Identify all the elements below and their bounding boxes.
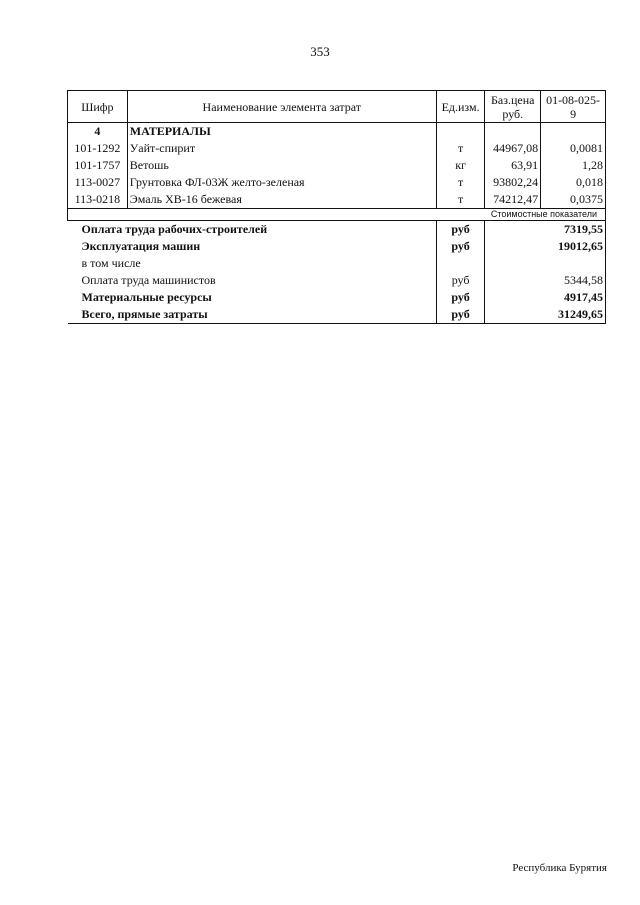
table-header-row [68, 91, 606, 123]
summary-unit: руб [436, 238, 485, 255]
summary-value: 4917,45 [541, 289, 606, 306]
summary-unit [436, 255, 485, 272]
resource-name: Уайт-спирит [127, 140, 436, 157]
table-row [68, 191, 606, 209]
resource-qty: 0,018 [541, 174, 606, 191]
section-code: 4 [68, 123, 128, 141]
table-row [68, 140, 606, 157]
summary-unit: руб [436, 272, 485, 289]
resource-name: Грунтовка ФЛ-03Ж желто-зеленая [127, 174, 436, 191]
resource-price: 74212,47 [485, 191, 541, 209]
header-base-price: Баз.цена руб. [485, 91, 541, 123]
header-code: Шифр [68, 91, 128, 123]
summary-name: Материальные ресурсы [81, 290, 212, 304]
resource-name: Эмаль ХВ-16 бежевая [127, 191, 436, 209]
resource-qty: 1,28 [541, 157, 606, 174]
resource-code: 101-1757 [68, 157, 128, 174]
resource-unit: т [436, 140, 485, 157]
summary-row [68, 238, 606, 255]
summary-row [68, 221, 606, 239]
resource-name: Ветошь [127, 157, 436, 174]
summary-unit: руб [436, 221, 485, 239]
resource-code: 113-0027 [68, 174, 128, 191]
summary-unit: руб [436, 289, 485, 306]
summary-name: Оплата труда рабочих-строителей [81, 222, 268, 236]
header-norm: 01-08-025-9 [541, 91, 606, 123]
summary-value: 19012,65 [541, 238, 606, 255]
summary-row [68, 289, 606, 306]
resource-price: 93802,24 [485, 174, 541, 191]
summary-name: Оплата труда машинистов [81, 273, 216, 287]
summary-value: 5344,58 [541, 272, 606, 289]
footer-region: Республика Бурятия [512, 862, 607, 874]
resource-qty: 0,0375 [541, 191, 606, 209]
cost-table [67, 90, 606, 324]
resource-unit: т [436, 174, 485, 191]
resource-unit: т [436, 191, 485, 209]
summary-value [541, 255, 606, 272]
summary-name: Всего, прямые затраты [68, 306, 437, 324]
summary-value: 7319,55 [541, 221, 606, 239]
resource-code: 113-0218 [68, 191, 128, 209]
resource-code: 101-1292 [68, 140, 128, 157]
table-row [68, 174, 606, 191]
caption-row [68, 209, 606, 221]
summary-row [68, 255, 606, 272]
summary-row [68, 272, 606, 289]
resource-unit: кг [436, 157, 485, 174]
header-name: Наименование элемента затрат [127, 91, 436, 123]
resource-price: 63,91 [485, 157, 541, 174]
page-number: 353 [310, 44, 330, 59]
summary-name: в том числе [81, 256, 141, 270]
resource-price: 44967,08 [485, 140, 541, 157]
summary-name: Эксплуатация машин [81, 239, 201, 253]
section-row [68, 123, 606, 141]
table-row [68, 157, 606, 174]
section-name: МАТЕРИАЛЫ [127, 123, 436, 141]
cost-indicators-caption: Стоимостные показатели [68, 209, 606, 221]
resource-qty: 0,0081 [541, 140, 606, 157]
summary-row [68, 306, 606, 324]
header-unit: Ед.изм. [436, 91, 485, 123]
summary-unit: руб [436, 306, 485, 324]
summary-value: 31249,65 [541, 306, 606, 324]
